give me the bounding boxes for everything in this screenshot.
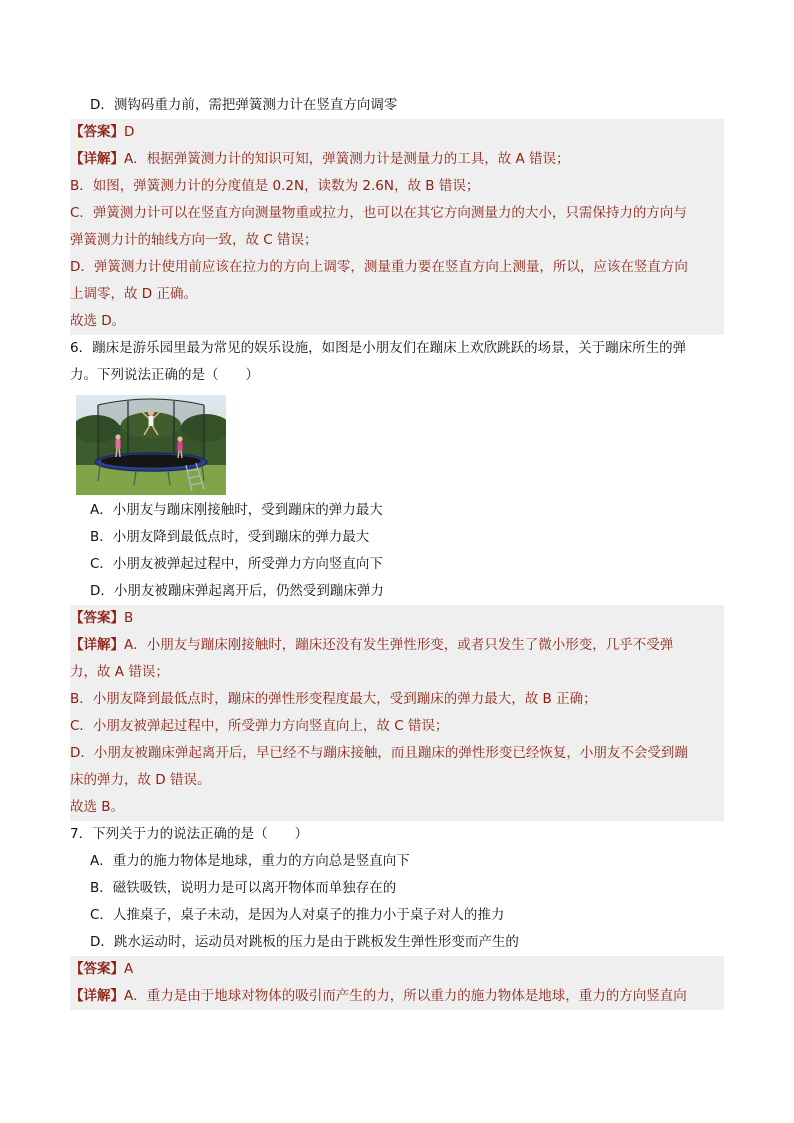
detail-label: 【详解】: [70, 988, 124, 1004]
q5-answer-line: [70, 119, 724, 146]
answer-label: 【答案】: [70, 961, 124, 977]
q5-detail-line: 上调零，故 D 正确。: [70, 286, 197, 302]
document-page: [70, 92, 724, 1010]
q7-answer-line: [70, 956, 724, 983]
answer-label: 【答案】: [70, 610, 124, 626]
q6-answer-line: [70, 605, 724, 632]
q6-detail-line: D．小朋友被蹦床弹起离开后，早已经不与蹦床接触，而且蹦床的弹性形变已经恢复，小朋友不会受到蹦: [70, 745, 688, 761]
q7-detail-line: 【详解】A．重力是由于地球对物体的吸引而产生的力，所以重力的施力物体是地球，重力的方向竖直向: [70, 988, 687, 1004]
q5-option-d: D．测钩码重力前，需把弹簧测力计在竖直方向调零: [90, 97, 398, 113]
q7-stem: 7．下列关于力的说法正确的是（ ）: [70, 826, 309, 842]
q7-option: C．人推桌子，桌子未动，是因为人对桌子的推力小于桌子对人的推力: [90, 907, 505, 923]
q6-detail-line: 床的弹力，故 D 错误。: [70, 772, 211, 788]
q6-option: C．小朋友被弹起过程中，所受弹力方向竖直向下: [90, 556, 383, 572]
q5-detail-line: 弹簧测力计的轴线方向一致，故 C 错误；: [70, 232, 318, 248]
trampoline-photo: [76, 395, 226, 495]
q5-detail-line: D．弹簧测力计使用前应该在拉力的方向上调零，测量重力要在竖直方向上测量，所以，应该在竖直方向: [70, 259, 688, 275]
q7-option: B．磁铁吸铁，说明力是可以离开物体而单独存在的: [90, 880, 397, 896]
q7-option: D．跳水运动时，运动员对跳板的压力是由于跳板发生弹性形变而产生的: [90, 934, 519, 950]
q6-detail-line: 力，故 A 错误；: [70, 664, 169, 680]
q6-option: D．小朋友被蹦床弹起离开后，仍然受到蹦床弹力: [90, 583, 384, 599]
q5-detail-line: 故选 D。: [70, 313, 126, 329]
q5-detail-line: C．弹簧测力计可以在竖直方向测量物重或拉力，也可以在其它方向测量力的大小，只需保持力的方向与: [70, 205, 687, 221]
q5-detail-line: 【详解】A．根据弹簧测力计的知识可知，弹簧测力计是测量力的工具，故 A 错误；: [70, 151, 570, 167]
q5-answer-block: [70, 119, 724, 335]
q6-detail-line: B．小朋友降到最低点时，蹦床的弹性形变程度最大，受到蹦床的弹力最大，故 B 正确；: [70, 691, 597, 707]
answer-value: A: [124, 961, 134, 977]
trampoline-figure: [70, 389, 724, 497]
q6-detail-line: 【详解】A．小朋友与蹦床刚接触时，蹦床还没有发生弹性形变，或者只发生了微小形变，几乎不受弹: [70, 637, 674, 653]
answer-value: B: [124, 610, 134, 626]
answer-value: D: [124, 124, 135, 140]
detail-label: 【详解】: [70, 151, 124, 167]
q6-stem-line: 6．蹦床是游乐园里最为常见的娱乐设施，如图是小朋友们在蹦床上欢欣跳跃的场景，关于蹦床所生的弹: [70, 340, 687, 356]
q5-detail-line: B．如图，弹簧测力计的分度值是 0.2N，读数为 2.6N，故 B 错误；: [70, 178, 480, 194]
answer-label: 【答案】: [70, 124, 124, 140]
q7-option: A．重力的施力物体是地球，重力的方向总是竖直向下: [90, 853, 410, 869]
q6-stem-line: 力。下列说法正确的是（ ）: [70, 367, 259, 383]
q6-answer-block: [70, 605, 724, 821]
q6-option: A．小朋友与蹦床刚接触时，受到蹦床的弹力最大: [90, 502, 383, 518]
q6-option: B．小朋友降到最低点时，受到蹦床的弹力最大: [90, 529, 370, 545]
q6-detail-line: 故选 B。: [70, 799, 125, 815]
detail-label: 【详解】: [70, 637, 124, 653]
q7-answer-block: [70, 956, 724, 1010]
q6-detail-line: C．小朋友被弹起过程中，所受弹力方向竖直向上，故 C 错误；: [70, 718, 449, 734]
